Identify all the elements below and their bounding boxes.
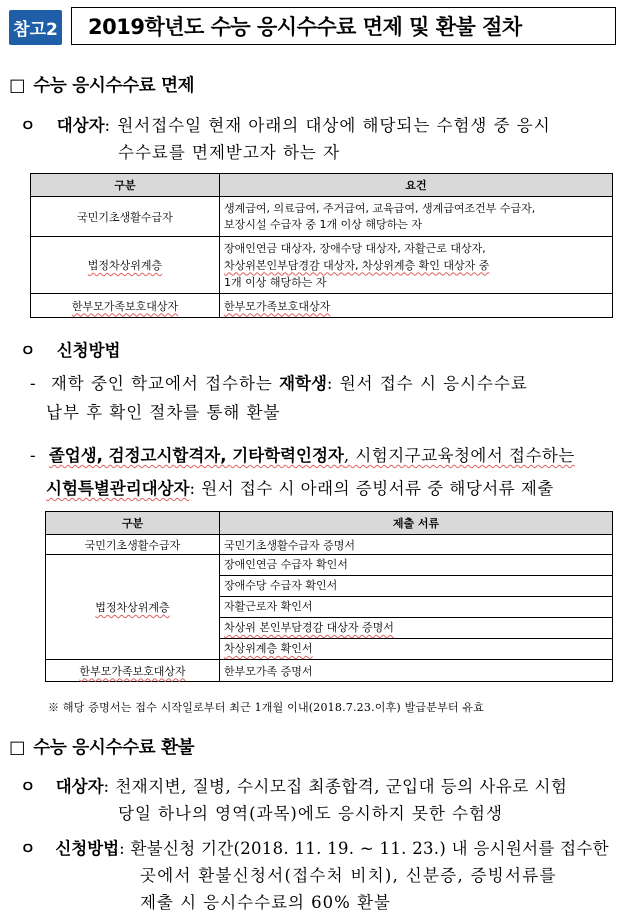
section-heading-refund [9,734,194,759]
section-heading-text: 수능 응시수수료 면제 [33,76,195,96]
exemption-method [20,337,120,361]
para1-text-b: 재학생 [279,374,327,393]
checkbox-glyph: □ [9,76,26,96]
table-cell-line: 장애인연금 대상자, 장애수당 대상자, 자활근로 대상자, [224,241,486,255]
exemption-requirements-table [30,173,613,318]
refund-target [20,773,567,797]
table-cell-doc [220,617,612,638]
para2-text-a: 졸업생, 검정고시합격자, 기타학력인정자 [48,446,344,465]
target-label: 대상자 [56,116,105,135]
table-cell-doc: 자활근로자 확인서 [220,596,612,617]
method-para2-line1 [30,442,575,466]
table-cell-line: 생계급여, 의료급여, 주거급여, 교육급여, 생계급여조건부 수급자, [224,201,536,215]
method-text-line1: : 환불신청 기간(2018. 11. 19. ~ 11. 23.) 내 응시원서를 접수한 [119,839,609,858]
method-para2-line2 [46,475,554,499]
table-cell-doc: 장애인연금 수급자 확인서 [224,558,348,571]
table-cell-doc: 국민기초생활수급자 증명서 [220,535,613,555]
cell-text: 차상위 본인부담경감 대상자 증명서 [224,621,394,634]
target-text-line1: : 천재지변, 질병, 수시모집 최종합격, 군입대 등의 사유로 시험 [103,777,568,796]
bullet-glyph: ㅇ [20,777,36,796]
row-label-text: 한부모가족보호대상자 [71,299,179,313]
table-row-label: 국민기초생활수급자 [31,197,220,237]
row-label-text: 한부모가족보호대상자 [79,664,186,678]
page-title [71,7,616,45]
table-cell-line: 보장시설 수급자 중 1개 이상 해당하는 자 [224,217,422,231]
method-para1-line1 [30,370,528,394]
dash-glyph: - [30,374,37,393]
table-row-label [31,237,220,294]
table-row-label [31,294,220,318]
method-label: 신청방법 [55,839,120,858]
method-label: 신청방법 [56,341,121,360]
para2-text-d: : 원서 접수 시 아래의 증빙서류 중 해당서류 제출 [189,479,554,498]
para2-text-b: , 시험지구교육청에서 접수하는 [343,446,575,465]
target-text-line1: : 원서접수일 현재 아래의 대상에 해당되는 수험생 중 응시 [104,116,551,135]
table-header-documents: 제출 서류 [220,512,613,535]
method-para1-line2: 납부 후 확인 절차를 통해 환불 [46,403,281,422]
bullet-glyph: ㅇ [20,116,37,135]
table-header-category: 구분 [31,174,220,197]
section-heading-exemption [9,72,194,97]
table-row-label [46,555,220,660]
section-badge: 참고2 [9,10,62,45]
target-label: 대상자 [55,777,104,796]
validity-note: ※ 해당 증명서는 접수 시작일로부터 최근 1개월 이내(2018.7.23.이후) 발급분부터 유효 [48,701,485,714]
refund-method [20,835,609,859]
table-cell-line [220,294,613,318]
row-label-text: 법정차상위계층 [87,259,163,272]
target-text-line2: 당일 하나의 영역(과목)에도 응시하지 못한 수험생 [118,804,503,823]
dash-glyph: - [30,446,36,465]
table-cell-line: 1개 이상 해당하는 자 [224,275,327,289]
required-documents-table [45,511,613,682]
table-row-label: 국민기초생활수급자 [46,535,220,555]
table-cell-doc: 장애수당 수급자 확인서 [220,575,612,596]
cell-text: 한부모가족보호대상자 [224,299,331,313]
exemption-target [20,112,551,136]
table-row-label [46,660,220,682]
table-cell-line: 차상위본인부담경감 대상자, 차상위계층 확인 대상자 중 [224,258,490,272]
method-text-line3: 제출 시 응시수수료의 60% 환불 [140,893,391,912]
table-cell-doc: 한부모가족 증명서 [220,660,613,682]
table-header-requirement: 요건 [220,174,613,197]
bullet-glyph: ㅇ [20,341,37,360]
para1-text-a: 재학 중인 학교에서 접수하는 [50,374,280,393]
para2-text-c: 시험특별관리대상자 [46,479,190,498]
table-cell-doc [220,638,612,659]
checkbox-glyph: □ [9,738,26,758]
bullet-glyph: ㅇ [20,839,36,858]
cell-text: 차상위계층 확인서 [224,642,313,655]
section-heading-text: 수능 응시수수료 환불 [33,738,195,758]
row-label-text: 법정차상위계층 [95,601,170,614]
page-title-text: 2019학년도 수능 응시수수료 면제 및 환불 절차 [88,15,522,39]
method-text-line2: 곳에서 환불신청서(접수처 비치), 신분증, 증빙서류를 [140,866,557,885]
para1-text-c: : 원서 접수 시 응시수수료 [326,374,528,393]
table-header-category: 구분 [46,512,220,535]
target-text-line2: 수수료를 면제받고자 하는 자 [118,143,341,162]
